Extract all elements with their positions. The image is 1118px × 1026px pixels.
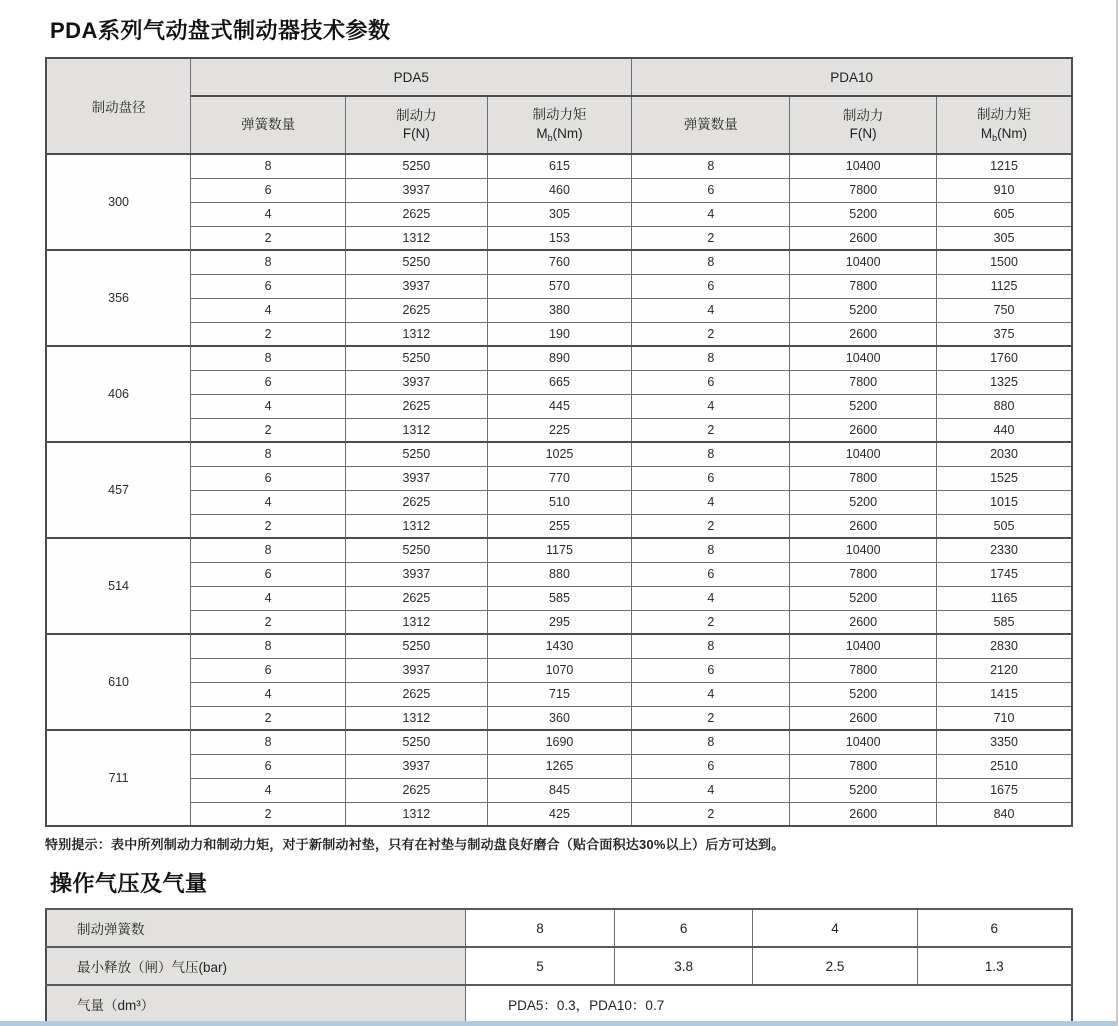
disc-diameter-cell: 610 [46,634,191,730]
pressure-value-cell: 3.8 [614,947,753,985]
pressure-value-cell: 2.5 [753,947,917,985]
spec-row [46,370,1072,394]
value-cell: 750 [937,298,1072,322]
special-note: 特别提示：表中所列制动力和制动力矩，对于新制动衬垫，只有在衬垫与制动盘良好磨合（贴合面积达30%以上）后方可达到。 [45,837,785,852]
value-cell: 880 [487,562,632,586]
value-cell: 6 [632,370,790,394]
value-cell: 890 [487,346,632,370]
spec-row [46,442,1072,466]
value-cell: 10400 [790,442,937,466]
value-cell: 1745 [937,562,1072,586]
value-cell: 3937 [346,178,488,202]
spec-row [46,778,1072,802]
value-cell: 5250 [346,634,488,658]
spec-row [46,322,1072,346]
air-volume-value-cell: PDA5：0.3，PDA10：0.7 [466,985,1072,1023]
value-cell: 375 [937,322,1072,346]
value-cell: 305 [487,202,632,226]
value-cell: 760 [487,250,632,274]
pressure-row-label: 气量（dm³） [46,985,466,1023]
value-cell: 6 [191,466,346,490]
value-cell: 2600 [790,418,937,442]
disc-diameter-cell: 356 [46,250,191,346]
spec-row [46,202,1072,226]
header-brake-torque-pda10: 制动力矩 $M_b(Nm)$ [937,96,1072,154]
value-cell: 3937 [346,274,488,298]
value-cell: 8 [632,634,790,658]
spec-row [46,274,1072,298]
value-cell: 10400 [790,346,937,370]
value-cell: 2 [632,706,790,730]
value-cell: 3937 [346,754,488,778]
value-cell: 1675 [937,778,1072,802]
pressure-row [46,985,1072,1023]
value-cell: 1125 [937,274,1072,298]
value-cell: 8 [632,538,790,562]
pressure-row-label: 制动弹簧数 [46,909,466,947]
value-cell: 1312 [346,418,488,442]
disc-diameter-cell: 711 [46,730,191,826]
spec-row [46,754,1072,778]
value-cell: 4 [632,298,790,322]
value-cell: 2625 [346,490,488,514]
value-cell: 1430 [487,634,632,658]
value-cell: 3937 [346,370,488,394]
value-cell: 3937 [346,466,488,490]
value-cell: 225 [487,418,632,442]
value-cell: 8 [191,250,346,274]
value-cell: 1070 [487,658,632,682]
value-cell: 8 [632,250,790,274]
value-cell: 5200 [790,682,937,706]
header-pda5: PDA5 [191,58,632,96]
value-cell: 6 [632,754,790,778]
value-cell: 665 [487,370,632,394]
value-cell: 7800 [790,562,937,586]
pressure-value-cell: 5 [466,947,615,985]
value-cell: 5200 [790,490,937,514]
value-cell: 2625 [346,682,488,706]
value-cell: 6 [632,562,790,586]
value-cell: 1015 [937,490,1072,514]
value-cell: 2 [191,514,346,538]
section1-title: PDA系列气动盘式制动器技术参数 [50,18,391,43]
value-cell: 1415 [937,682,1072,706]
value-cell: 1325 [937,370,1072,394]
value-cell: 1312 [346,322,488,346]
spec-row [46,490,1072,514]
value-cell: 3937 [346,658,488,682]
value-cell: 8 [632,154,790,178]
value-cell: 305 [937,226,1072,250]
value-cell: 8 [632,346,790,370]
value-cell: 3350 [937,730,1072,754]
value-cell: 2030 [937,442,1072,466]
disc-diameter-cell: 300 [46,154,191,250]
value-cell: 5250 [346,442,488,466]
value-cell: 2600 [790,802,937,826]
spec-row [46,634,1072,658]
value-cell: 2600 [790,322,937,346]
value-cell: 4 [632,202,790,226]
spec-row [46,514,1072,538]
spec-row [46,394,1072,418]
value-cell: 2 [191,802,346,826]
value-cell: 8 [632,730,790,754]
value-cell: 2 [191,226,346,250]
value-cell: 2 [632,226,790,250]
pressure-table [45,908,1073,1024]
value-cell: 2625 [346,586,488,610]
header-brake-torque-pda5: 制动力矩 $M_b(Nm)$ [487,96,632,154]
spec-row [46,730,1072,754]
value-cell: 7800 [790,466,937,490]
disc-diameter-cell: 457 [46,442,191,538]
value-cell: 1025 [487,442,632,466]
value-cell: 2600 [790,514,937,538]
value-cell: 2 [632,514,790,538]
header-brake-force-pda5: 制动力 F(N) [346,96,488,154]
spec-table-body [46,154,1072,826]
value-cell: 2 [632,322,790,346]
header-disc-diameter: 制动盘径 [46,58,191,154]
spec-row [46,706,1072,730]
header-brake-force-pda10: 制动力 F(N) [790,96,937,154]
spec-row [46,250,1072,274]
pressure-row [46,909,1072,947]
value-cell: 6 [191,178,346,202]
value-cell: 570 [487,274,632,298]
value-cell: 6 [191,274,346,298]
value-cell: 4 [191,682,346,706]
pressure-row-label: 最小释放（闸）气压(bar) [46,947,466,985]
value-cell: 5250 [346,154,488,178]
value-cell: 845 [487,778,632,802]
value-cell: 5250 [346,250,488,274]
header-spring-count-pda5: 弹簧数量 [191,96,346,154]
disc-diameter-cell: 514 [46,538,191,634]
value-cell: 255 [487,514,632,538]
value-cell: 6 [632,466,790,490]
value-cell: 2625 [346,298,488,322]
value-cell: 1215 [937,154,1072,178]
value-cell: 4 [632,490,790,514]
value-cell: 3937 [346,562,488,586]
value-cell: 5200 [790,298,937,322]
value-cell: 7800 [790,754,937,778]
value-cell: 5250 [346,538,488,562]
value-cell: 7800 [790,274,937,298]
value-cell: 6 [191,658,346,682]
pressure-value-cell: 6 [614,909,753,947]
value-cell: 2330 [937,538,1072,562]
value-cell: 2 [191,322,346,346]
value-cell: 4 [632,682,790,706]
value-cell: 8 [191,154,346,178]
value-cell: 10400 [790,154,937,178]
spec-row [46,346,1072,370]
pressure-value-cell: 4 [753,909,917,947]
value-cell: 2625 [346,394,488,418]
value-cell: 2 [632,610,790,634]
spec-row [46,466,1072,490]
value-cell: 2120 [937,658,1072,682]
value-cell: 10400 [790,538,937,562]
spec-row [46,562,1072,586]
value-cell: 360 [487,706,632,730]
value-cell: 2625 [346,778,488,802]
value-cell: 1165 [937,586,1072,610]
value-cell: 445 [487,394,632,418]
value-cell: 8 [191,634,346,658]
value-cell: 5200 [790,778,937,802]
value-cell: 5200 [790,586,937,610]
value-cell: 7800 [790,658,937,682]
value-cell: 770 [487,466,632,490]
value-cell: 2600 [790,226,937,250]
pressure-value-cell: 1.3 [917,947,1072,985]
value-cell: 585 [487,586,632,610]
value-cell: 4 [632,778,790,802]
value-cell: 6 [632,658,790,682]
spec-row [46,586,1072,610]
value-cell: 710 [937,706,1072,730]
value-cell: 5200 [790,202,937,226]
value-cell: 2600 [790,610,937,634]
value-cell: 715 [487,682,632,706]
value-cell: 2 [191,610,346,634]
value-cell: 1175 [487,538,632,562]
value-cell: 1500 [937,250,1072,274]
value-cell: 1312 [346,706,488,730]
value-cell: 8 [632,442,790,466]
value-cell: 840 [937,802,1072,826]
spec-row [46,226,1072,250]
spec-table [45,57,1073,827]
value-cell: 6 [191,370,346,394]
value-cell: 295 [487,610,632,634]
value-cell: 615 [487,154,632,178]
value-cell: 1690 [487,730,632,754]
header-pda10: PDA10 [632,58,1072,96]
spec-row [46,682,1072,706]
value-cell: 605 [937,202,1072,226]
pressure-value-cell: 8 [466,909,615,947]
value-cell: 10400 [790,250,937,274]
value-cell: 4 [191,394,346,418]
value-cell: 6 [632,178,790,202]
spec-row [46,610,1072,634]
spec-row [46,178,1072,202]
value-cell: 10400 [790,634,937,658]
value-cell: 2 [632,418,790,442]
value-cell: 5250 [346,730,488,754]
value-cell: 2600 [790,706,937,730]
value-cell: 2 [191,706,346,730]
value-cell: 425 [487,802,632,826]
value-cell: 910 [937,178,1072,202]
value-cell: 2510 [937,754,1072,778]
value-cell: 2 [191,418,346,442]
value-cell: 1312 [346,610,488,634]
value-cell: 440 [937,418,1072,442]
value-cell: 6 [191,562,346,586]
value-cell: 190 [487,322,632,346]
page-bottom-accent-strip [0,1021,1116,1026]
value-cell: 4 [191,586,346,610]
header-spring-count-pda10: 弹簧数量 [632,96,790,154]
value-cell: 153 [487,226,632,250]
value-cell: 380 [487,298,632,322]
value-cell: 1760 [937,346,1072,370]
spec-row [46,538,1072,562]
disc-diameter-cell: 406 [46,346,191,442]
value-cell: 2 [632,802,790,826]
value-cell: 4 [191,298,346,322]
value-cell: 505 [937,514,1072,538]
pressure-table-body [46,909,1072,1023]
value-cell: 5250 [346,346,488,370]
spec-row [46,658,1072,682]
value-cell: 5200 [790,394,937,418]
value-cell: 4 [191,778,346,802]
pressure-value-cell: 6 [917,909,1072,947]
value-cell: 2625 [346,202,488,226]
spec-row [46,154,1072,178]
value-cell: 7800 [790,370,937,394]
value-cell: 8 [191,442,346,466]
value-cell: 1312 [346,802,488,826]
spec-row [46,298,1072,322]
value-cell: 1312 [346,514,488,538]
value-cell: 10400 [790,730,937,754]
value-cell: 510 [487,490,632,514]
value-cell: 4 [191,490,346,514]
pressure-row [46,947,1072,985]
value-cell: 7800 [790,178,937,202]
value-cell: 4 [191,202,346,226]
value-cell: 6 [632,274,790,298]
value-cell: 880 [937,394,1072,418]
spec-row [46,802,1072,826]
value-cell: 8 [191,346,346,370]
value-cell: 2830 [937,634,1072,658]
value-cell: 6 [191,754,346,778]
value-cell: 4 [632,394,790,418]
value-cell: 460 [487,178,632,202]
value-cell: 1265 [487,754,632,778]
value-cell: 4 [632,586,790,610]
value-cell: 585 [937,610,1072,634]
spec-table-header [46,58,1072,154]
value-cell: 1525 [937,466,1072,490]
value-cell: 1312 [346,226,488,250]
section2-title: 操作气压及气量 [50,871,208,896]
value-cell: 8 [191,538,346,562]
spec-row [46,418,1072,442]
value-cell: 8 [191,730,346,754]
